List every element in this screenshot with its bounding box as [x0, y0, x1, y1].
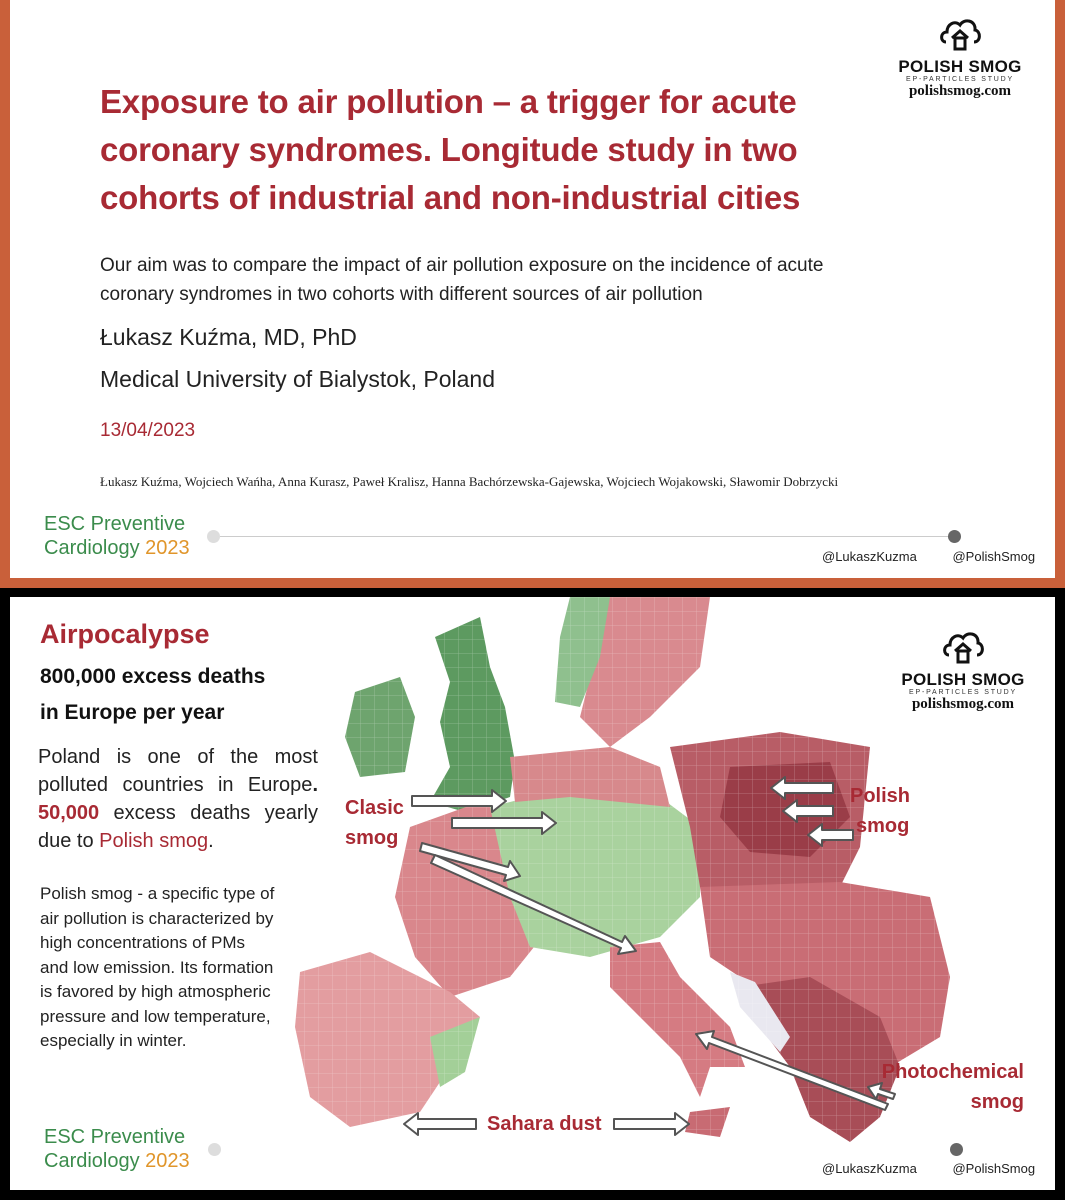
house-cloud-icon [938, 12, 982, 52]
excess-line1: 800,000 excess deaths [40, 665, 266, 688]
page-title: Exposure to air pollution – a trigger for acute coronary syndromes. Longitude study in two cohorts of industrial and non-industrial cities [100, 83, 801, 216]
timeline-dot-right-2 [950, 1143, 963, 1156]
handle-polishsmog-2[interactable]: @PolishSmog [952, 1161, 1036, 1176]
handles-2 [822, 1161, 1035, 1176]
excess-line2: in Europe per year [40, 701, 225, 724]
para-polish-smog: Polish smog [99, 830, 209, 852]
slide-airpocalypse [10, 597, 1055, 1190]
timeline-line [220, 536, 950, 537]
timeline-dot-left-2 [208, 1143, 221, 1156]
arrow-sahara-right [614, 1113, 689, 1135]
aim-text: Our aim was to compare the impact of air pollution exposure on the incidence of acute coronary syndromes in two cohorts with different sources of air pollution [100, 255, 824, 305]
label-photo-line2: smog [970, 1091, 1024, 1113]
arrow-sahara-left [404, 1113, 476, 1135]
para-b: excess deaths yearly due to [38, 802, 318, 852]
logo-name-2: POLISH SMOG [901, 670, 1025, 689]
heading-airpocalypse: Airpocalypse [40, 619, 210, 649]
timeline-dot-left [207, 530, 220, 543]
arrow-photo-long [696, 1031, 888, 1110]
label-photo-line1: Photochemical [881, 1061, 1024, 1083]
esc-year: 2023 [145, 537, 190, 559]
logo-name: POLISH SMOG [898, 57, 1022, 76]
logo-url: polishsmog.com [908, 83, 1012, 99]
esc-logo-2 [44, 1125, 190, 1173]
esc-year-2: 2023 [145, 1150, 190, 1172]
slide-title-content [10, 0, 1055, 578]
esc-line1: ESC Preventive [44, 513, 186, 535]
arrow-polish-1 [771, 777, 833, 799]
handles [822, 549, 1035, 564]
label-photochemical-smog [880, 1057, 1024, 1117]
logo-url-2: polishsmog.com [911, 696, 1015, 712]
author-name: Łukasz Kuźma, MD, PhD [100, 324, 357, 350]
label-clasic-line1: Clasic [345, 797, 404, 819]
label-polish-line2: smog [856, 815, 910, 837]
esc-logo [44, 512, 190, 560]
esc-line2-2: Cardiology [44, 1150, 140, 1172]
poland-paragraph [38, 743, 318, 855]
excess-deaths [40, 659, 265, 731]
para-end: . [208, 830, 214, 852]
polish-smog-definition: Polish smog - a specific type of air pollution is characterized by high concentrations of PMs and low emission. Its formation is favored by high atmospheric pressure and low temperature, especially in winter. [40, 884, 275, 1050]
label-polish-line1: Polish [850, 785, 911, 807]
label-clasic-line2: smog [345, 827, 399, 849]
arrow-clasic-2 [452, 812, 556, 834]
slide-title [0, 0, 1065, 588]
esc-line1-2: ESC Preventive [44, 1126, 186, 1148]
polish-smog-logo [890, 12, 1030, 100]
coauthors: Łukasz Kuźma, Wojciech Wańha, Anna Kurasz, Paweł Kralisz, Hanna Bachórzewska-Gajewska, Wojciech Wojakowski, Sławomir Dobrzycki [100, 474, 839, 489]
label-clasic-smog [345, 793, 404, 853]
arrow-polish-2 [783, 800, 833, 822]
presentation-date: 13/04/2023 [100, 420, 196, 441]
label-polish-smog [850, 781, 910, 841]
para-a: Poland is one of the most polluted countries in Europe [38, 746, 318, 796]
para-number: 50,000 [38, 802, 100, 824]
handle-lukasz-2[interactable]: @LukaszKuzma [822, 1161, 917, 1176]
handle-polishsmog[interactable]: @PolishSmog [952, 549, 1036, 564]
timeline-dot-right [948, 530, 961, 543]
arrow-clasic-1 [412, 790, 506, 812]
logo-subtitle: EP-PARTICLES STUDY [906, 76, 1014, 83]
polish-smog-logo-2 [893, 625, 1033, 713]
house-cloud-icon [941, 625, 985, 665]
arrow-clasic-long [431, 855, 636, 954]
logo-subtitle-2: EP-PARTICLES STUDY [909, 689, 1017, 696]
university: Medical University of Bialystok, Poland [100, 366, 495, 392]
label-sahara-dust: Sahara dust [487, 1113, 602, 1135]
arrow-polish-3 [808, 824, 853, 846]
handle-lukasz[interactable]: @LukaszKuzma [822, 549, 917, 564]
esc-line2: Cardiology [44, 537, 140, 559]
para-period: . [312, 774, 318, 796]
